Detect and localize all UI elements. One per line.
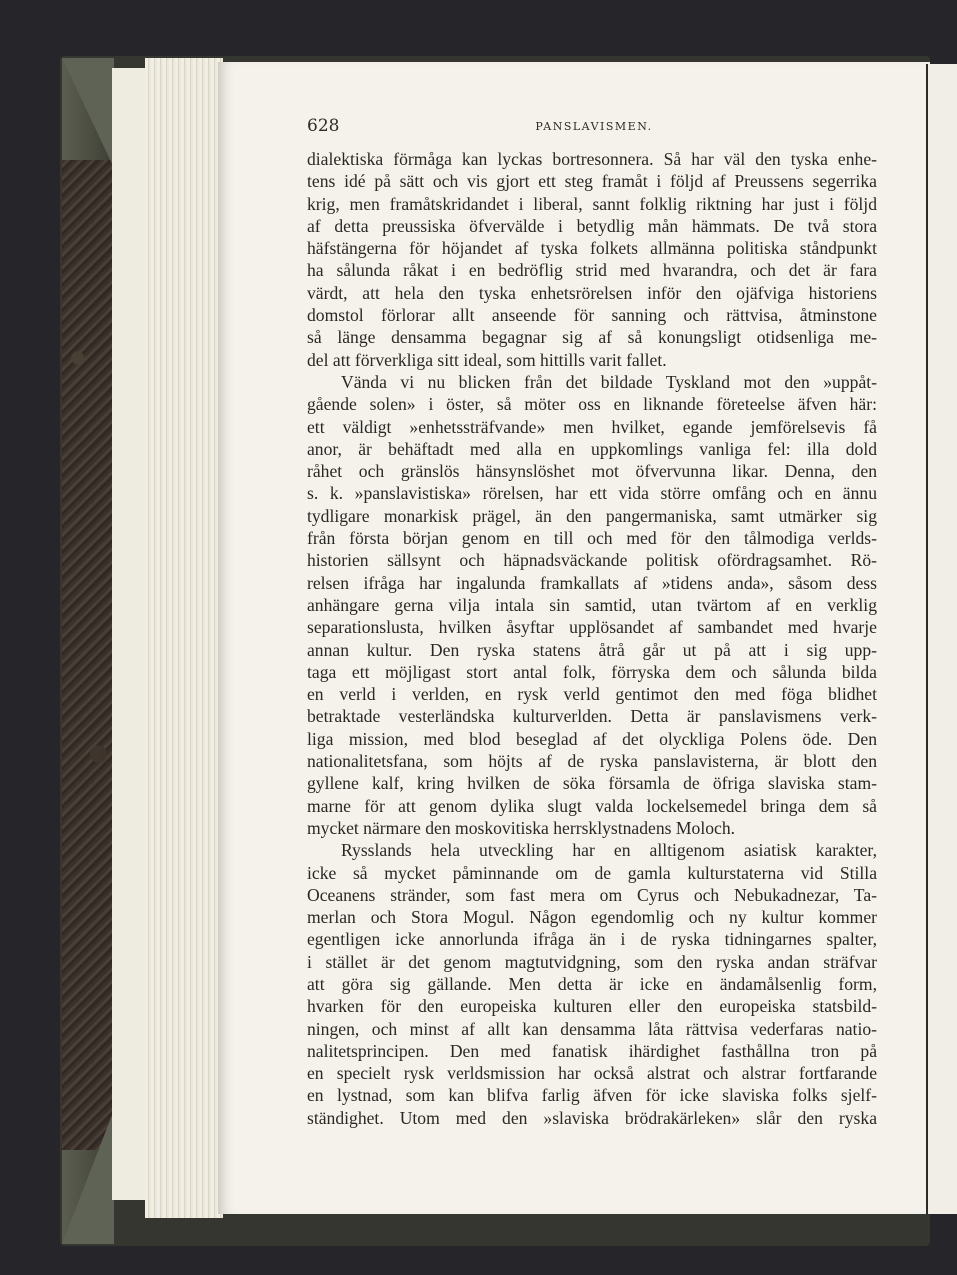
text-line: icke så mycket påminnande om de gamla kulturstaterna vid Stilla (307, 862, 877, 883)
text-line: Oceanens stränder, som fast mera om Cyrus och Nebukadnezar, Ta- (307, 884, 877, 905)
text-line: värdt, att hela den tyska enhetsrörelsen inför den ojäfviga historiens (307, 282, 877, 303)
text-line: mycket närmare den moskovitiska herrsklystnadens Moloch. (307, 817, 736, 838)
text-line: häfstängerna för höjandet af tyska folkets allmänna politiska ståndpunkt (307, 238, 877, 259)
text-line: en lystnad, som kan blifva farlig äfven för icke slaviska folks sjelf- (307, 1085, 877, 1106)
text-line: så länge densamma begagnar sig af så konungsligt otidsenliga me- (307, 327, 877, 348)
text-line: en specielt rysk verldsmission har också alstrat och alstrar fortfarande (307, 1063, 877, 1084)
text-line: nalitetsprincipen. Den med fanatisk ihärdighet fasthållna tron på (307, 1040, 877, 1061)
marbled-paper (62, 160, 114, 1150)
text-line: taga ett möjligast stort antal folk, förryska dem och sålunda bilda (307, 661, 877, 682)
text-line: egentligen icke annorlunda ifråga än i de ryska tidningarnes spalter, (307, 929, 877, 950)
text-line: råhet och gränslös hänsynslöshet mot öfvervunna likar. Denna, den (307, 461, 877, 482)
text-line: tydligare monarkisk prägel, än den pangermaniska, samt utmärker sig (307, 505, 877, 526)
page-edges (145, 58, 223, 1218)
text-line: s. k. »panslavistiska» rörelsen, har ett vida större omfång och en ännu (307, 483, 877, 504)
body-text (307, 148, 877, 1129)
text-line: betraktade vesterländska kulturverlden. Detta är panslavismens verk- (307, 706, 877, 727)
text-line: gående solen» i öster, så möter oss en liknande företeelse äfven här: (307, 394, 877, 415)
text-line: i stället är det genom magtutvidgning, som den ryska andan sträfvar (307, 951, 877, 972)
running-title: PANSLAVISMEN. (535, 120, 653, 133)
text-line: merlan och Stora Mogul. Någon egendomlig och ny kultur kommer (307, 907, 877, 928)
text-line: marne för att genom dylika slugt valda lockelsemedel bringa dem så (307, 795, 877, 816)
text-line: nationalitetsfana, som höjts af de ryska panslavisterna, är blott den (307, 751, 877, 772)
text-line: krig, men framåtskridandet i liberal, sannt folklig riktning har just i följd (307, 193, 877, 214)
text-line: liga mission, med blod beseglad af det olyckliga Polens öde. Den (307, 728, 877, 749)
running-head (307, 116, 881, 140)
text-line: ningen, och minst af allt kan densamma låta rättvisa vederfaras natio- (307, 1018, 877, 1039)
text-line: ha sålunda råkat i en bedröflig strid med hvarandra, och det är fara (307, 260, 877, 281)
text-line: ständighet. Utom med den »slaviska brödrakärleken» slår den ryska (307, 1107, 877, 1128)
text-line: separationslusta, hvilken åsyftar upplösandet af sambandet med hvarje (307, 617, 877, 638)
page-number: 628 (307, 116, 340, 136)
text-line: annan kultur. Den ryska statens åtrå går ut på att i sig upp- (307, 639, 877, 660)
text-line: hvarken för den europeiska kulturen eller den europeiska statsbild- (307, 996, 877, 1017)
text-line: dialektiska förmåga kan lyckas bortresonnera. Så har väl den tyska enhe- (307, 149, 877, 169)
text-line: Rysslands hela utveckling har en alltigenom asiatisk karakter, (341, 840, 877, 861)
text-line: del att förverkliga sitt ideal, som hittills varit fallet. (307, 349, 667, 370)
text-line: historien sällsynt och häpnadsväckande politisk ofördragsamhet. Rö- (307, 550, 877, 571)
text-line: Vända vi nu blicken från det bildade Tyskland mot den »uppåt- (341, 371, 877, 392)
text-line: tens idé på sätt och vis gjort ett steg framåt i följd af Preussens segerrika (307, 171, 877, 192)
text-line: från första början genom en till och med för den tålmodiga verlds- (307, 528, 877, 549)
text-line: anor, är behäftadt med alla en uppkomlings vanliga fel: illa dold (307, 438, 877, 459)
facing-page-edge (926, 64, 957, 1214)
text-line: en verld i verlden, en rysk verld gentimot den med föga blidhet (307, 684, 877, 705)
text-line: ett väldigt »enhetssträfvande» men hvilket, egande jemförelsevis få (307, 416, 877, 437)
text-line: af detta preussiska öfvervälde i betydlig mån hämmats. De två stora (307, 215, 877, 236)
text-line: relsen ifråga har ingalunda framkallats af »tidens anda», såsom dess (307, 572, 877, 593)
text-line: domstol förlorar allt anseende för sanning och rättvisa, åtminstone (307, 305, 877, 326)
text-line: gyllene kalf, kring hvilken de söka församla de öfriga slaviska stam- (307, 773, 877, 794)
text-line: att göra sig gällande. Men detta är icke en ändamålsenlig form, (307, 973, 877, 994)
text-line: anhängare gerna vilja intala sin samtid, utan tvärtom af en verklig (307, 594, 877, 615)
